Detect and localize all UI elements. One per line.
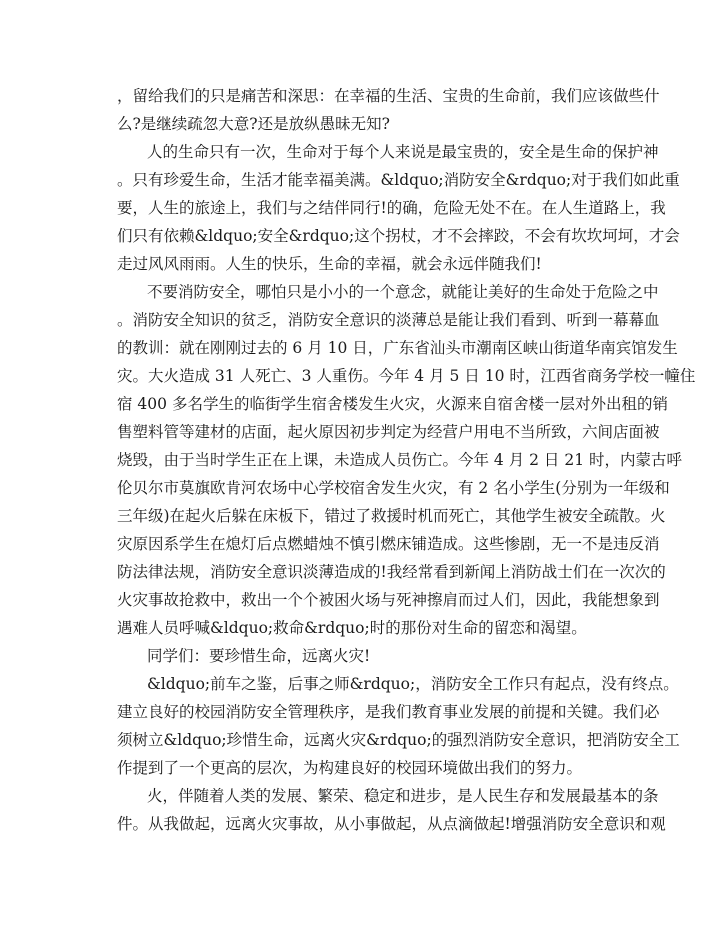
text-line: 。只有珍爱生命，生活才能幸福美满。&ldquo;消防安全&rdquo;对于我们如此重	[117, 171, 680, 189]
text-line: 么?是继续疏忽大意?还是放纵愚昧无知?	[117, 115, 390, 133]
text-line: 。消防安全知识的贫乏，消防安全意识的淡薄总是能让我们看到、听到一幕幕血	[117, 311, 660, 329]
text-line: 作提到了一个更高的层次，为构建良好的校园环境做出我们的努力。	[117, 759, 583, 777]
text-line: 同学们：要珍惜生命，远离火灾!	[147, 647, 371, 665]
text-line: 们只有依赖&ldquo;安全&rdquo;这个拐杖，才不会摔跤，不会有坎坎坷坷，才会	[117, 227, 680, 245]
text-line: 不要消防安全，哪怕只是小小的一个意念，就能让美好的生命处于危险之中	[147, 283, 659, 301]
text-line: 的教训：就在刚刚过去的 6 月 10 日，广东省汕头市潮南区峡山街道华南宾馆发生	[117, 339, 678, 357]
text-line: 防法律法规，消防安全意识淡薄造成的!我经常看到新闻上消防战士们在一次次的	[117, 563, 666, 581]
text-line: 火灾事故抢救中，救出一个个被困火场与死神擦肩而过人们，因此，我能想象到	[117, 591, 660, 609]
text-line: 灾原因系学生在熄灯后点燃蜡烛不慎引燃床铺造成。这些惨剧，无一不是违反消	[117, 535, 660, 553]
text-line: 遇难人员呼喊&ldquo;救命&rdquo;时的那份对生命的留恋和渴望。	[117, 619, 587, 637]
text-line: &ldquo;前车之鉴，后事之师&rdquo;，消防安全工作只有起点，没有终点。	[147, 675, 679, 693]
text-line: 走过风风雨雨。人生的快乐，生命的幸福，就会永远伴随我们!	[117, 255, 542, 273]
text-line: 灾。大火造成 31 人死亡、3 人重伤。今年 4 月 5 日 10 时，江西省商务学校一幢住	[117, 367, 696, 385]
text-line: 售塑料管等建材的店面，起火原因初步判定为经营户用电不当所致，六间店面被	[117, 423, 660, 441]
text-line: 宿 400 多名学生的临街学生宿舍楼发生火灾，火源来自宿舍楼一层对外出租的销	[117, 395, 668, 413]
text-line: 烧毁，由于当时学生正在上课，未造成人员伤亡。今年 4 月 2 日 21 时，内蒙古呼	[117, 451, 683, 469]
text-line: 件。从我做起，远离火灾事故，从小事做起，从点滴做起!增强消防安全意识和观	[117, 815, 666, 833]
text-line: 须树立&ldquo;珍惜生命，远离火灾&rdquo;的强烈消防安全意识，把消防安全工	[117, 731, 680, 749]
text-line: 建立良好的校园消防安全管理秩序，是我们教育事业发展的前提和关键。我们必	[117, 703, 660, 721]
text-line: 火，伴随着人类的发展、繁荣、稳定和进步，是人民生存和发展最基本的条	[147, 787, 659, 805]
text-line: 三年级)在起火后躲在床板下，错过了救援时机而死亡，其他学生被安全疏散。火	[117, 507, 666, 525]
text-line: ，留给我们的只是痛苦和深思：在幸福的生活、宝贵的生命前，我们应该做些什	[117, 87, 660, 105]
text-line: 伦贝尔市莫旗欧肯河农场中心学校宿舍发生火灾，有 2 名小学生(分别为一年级和	[117, 479, 670, 497]
text-line: 人的生命只有一次，生命对于每个人来说是最宝贵的，安全是生命的保护神	[147, 143, 659, 161]
text-line: 要，人生的旅途上，我们与之结伴同行!的确，危险无处不在。在人生道路上，我	[117, 199, 666, 217]
